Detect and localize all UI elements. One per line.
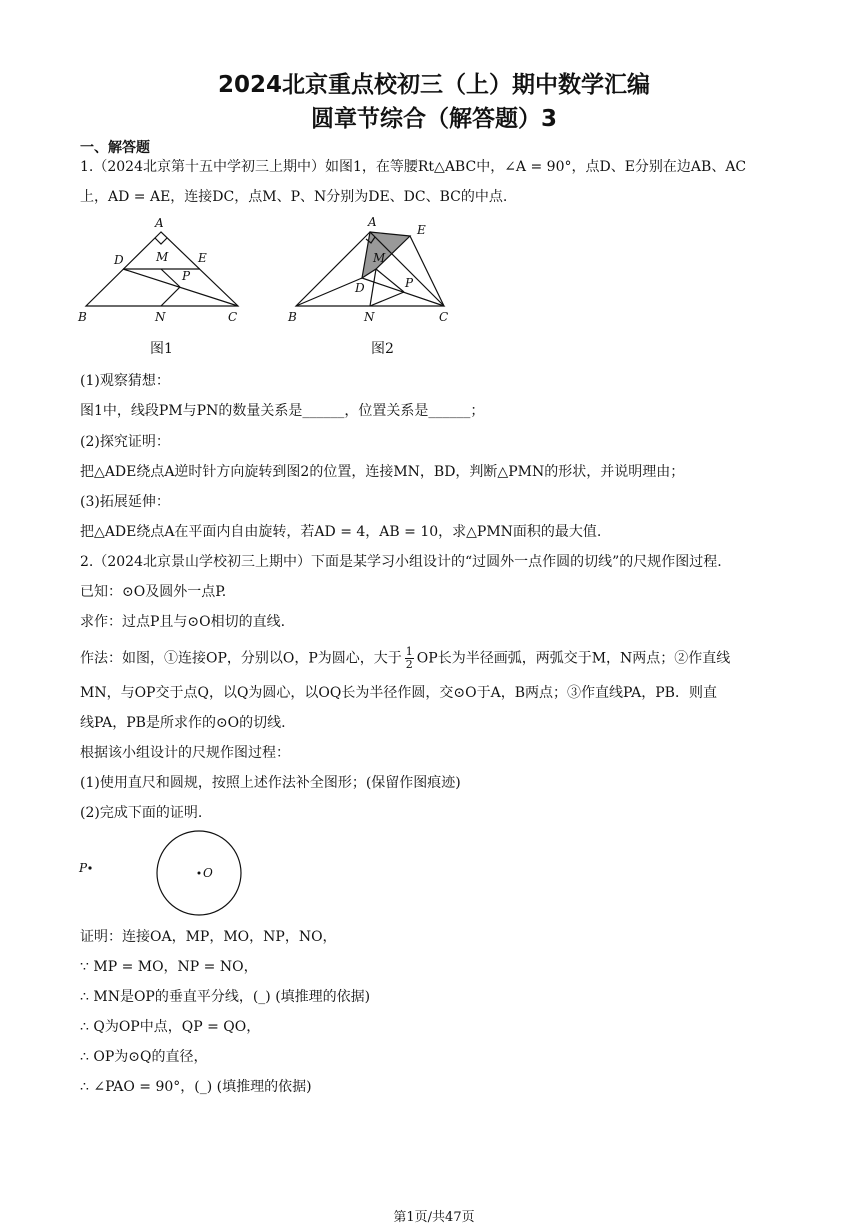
fig2-label-b: B (288, 310, 297, 324)
q1-part2-text: 把△ADE绕点A逆时针方向旋转到图2的位置，连接MN，BD，判断△PMN的形状，并说明理由； (80, 464, 685, 480)
q1-part3-title: (3)拓展延伸： (80, 494, 170, 510)
page-subtitle: 圆章节综合（解答题）3 (310, 106, 557, 132)
figure-1 (76, 212, 246, 327)
fig2-label-p: P (405, 276, 414, 290)
point-o (198, 872, 201, 875)
q1-part1-title: (1)观察猜想： (80, 373, 170, 389)
q1-line2: 上，AD = AE，连接DC，点M、P、N分别为DE、DC、BC的中点. (80, 189, 508, 205)
fig1-label-p: P (182, 269, 191, 283)
fig2-label-d: D (355, 281, 365, 295)
q2-find: 求作：过点P且与⊙O相切的直线. (80, 614, 286, 630)
q1-part3-text: 把△ADE绕点A在平面内自由旋转，若AD = 4，AB = 10，求△PMN面积的最大值. (80, 524, 602, 540)
q2-step1: (1)使用直尺和圆规，按照上述作法补全图形；(保留作图痕迹) (80, 775, 461, 791)
q2-proof-6: ∴ ∠PAO = 90°，(_) (填推理的依据) (80, 1079, 312, 1095)
q2-proof-1: 证明：连接OA，MP，MO，NP，NO， (80, 929, 337, 945)
q2-proof-4: ∴ Q为OP中点，QP = QO， (80, 1019, 261, 1035)
q2-proof-5: ∴ OP为⊙Q的直径， (80, 1049, 208, 1065)
fig1-label-n: N (155, 310, 166, 324)
q2-step2: (2)完成下面的证明. (80, 805, 203, 821)
fig2-label-m: M (373, 251, 386, 265)
q1-line1: 1.（2024北京第十五中学初三上期中）如图1，在等腰Rt△ABC中，∠A = 90°，点D、E分别在边AB、AC (80, 159, 747, 175)
point-p (88, 866, 91, 869)
q2-method-line3: 线PA，PB是所求作的⊙O的切线. (80, 715, 286, 731)
fig1-label-a: A (155, 216, 164, 230)
q1-part1-text: 图1中，线段PM与PN的数量关系是______，位置关系是______； (80, 403, 485, 419)
q1-part2-title: (2)探究证明： (80, 434, 170, 450)
fig1-label-e: E (198, 251, 207, 265)
fig1-label-d: D (114, 253, 124, 267)
circle-figure (76, 828, 256, 920)
fraction-numerator: 1 (405, 645, 413, 658)
fraction-half (405, 646, 414, 671)
q2-method-part-b: OP长为半径画弧，两弧交于M，N两点；②作直线 (416, 650, 731, 667)
circle-fig-label-p: P (79, 861, 88, 875)
fig2-label-a: A (368, 215, 377, 229)
fig2-label-n: N (364, 310, 375, 324)
q2-basis: 根据该小组设计的尺规作图过程： (80, 745, 290, 761)
fig2-label-c: C (439, 310, 449, 324)
q2-method-part-a: 作法：如图，①连接OP，分别以O，P为圆心，大于 (80, 650, 402, 667)
q2-method-line1 (80, 646, 730, 671)
q2-proof-3: ∴ MN是OP的垂直平分线，(_) (填推理的依据) (80, 989, 371, 1005)
section-heading: 一、解答题 (80, 140, 150, 156)
page-footer: 第1页/共47页 (393, 1210, 475, 1225)
circle-fig-label-o: O (203, 866, 213, 880)
q2-proof-2: ∵ MP = MO，NP = NO， (80, 959, 258, 975)
fig1-label-b: B (78, 310, 87, 324)
q2-line1: 2.（2024北京景山学校初三上期中）下面是某学习小组设计的“过圆外一点作圆的切线”的尺规作图过程. (80, 554, 722, 570)
q2-known: 已知：⊙O及圆外一点P. (80, 584, 227, 600)
fraction-denominator: 2 (405, 658, 413, 671)
fig2-caption: 图2 (371, 341, 394, 357)
page-title: 2024北京重点校初三（上）期中数学汇编 (217, 72, 650, 98)
fig1-caption: 图1 (150, 341, 173, 357)
fig1-label-m: M (156, 250, 169, 264)
figure-2 (284, 212, 464, 327)
q2-method-line2: MN，与OP交于点Q，以Q为圆心，以OQ长为半径作圆，交⊙O于A，B两点；③作直线PA，PB．则直 (80, 685, 717, 701)
fig1-label-c: C (228, 310, 238, 324)
fig2-label-e: E (417, 223, 426, 237)
